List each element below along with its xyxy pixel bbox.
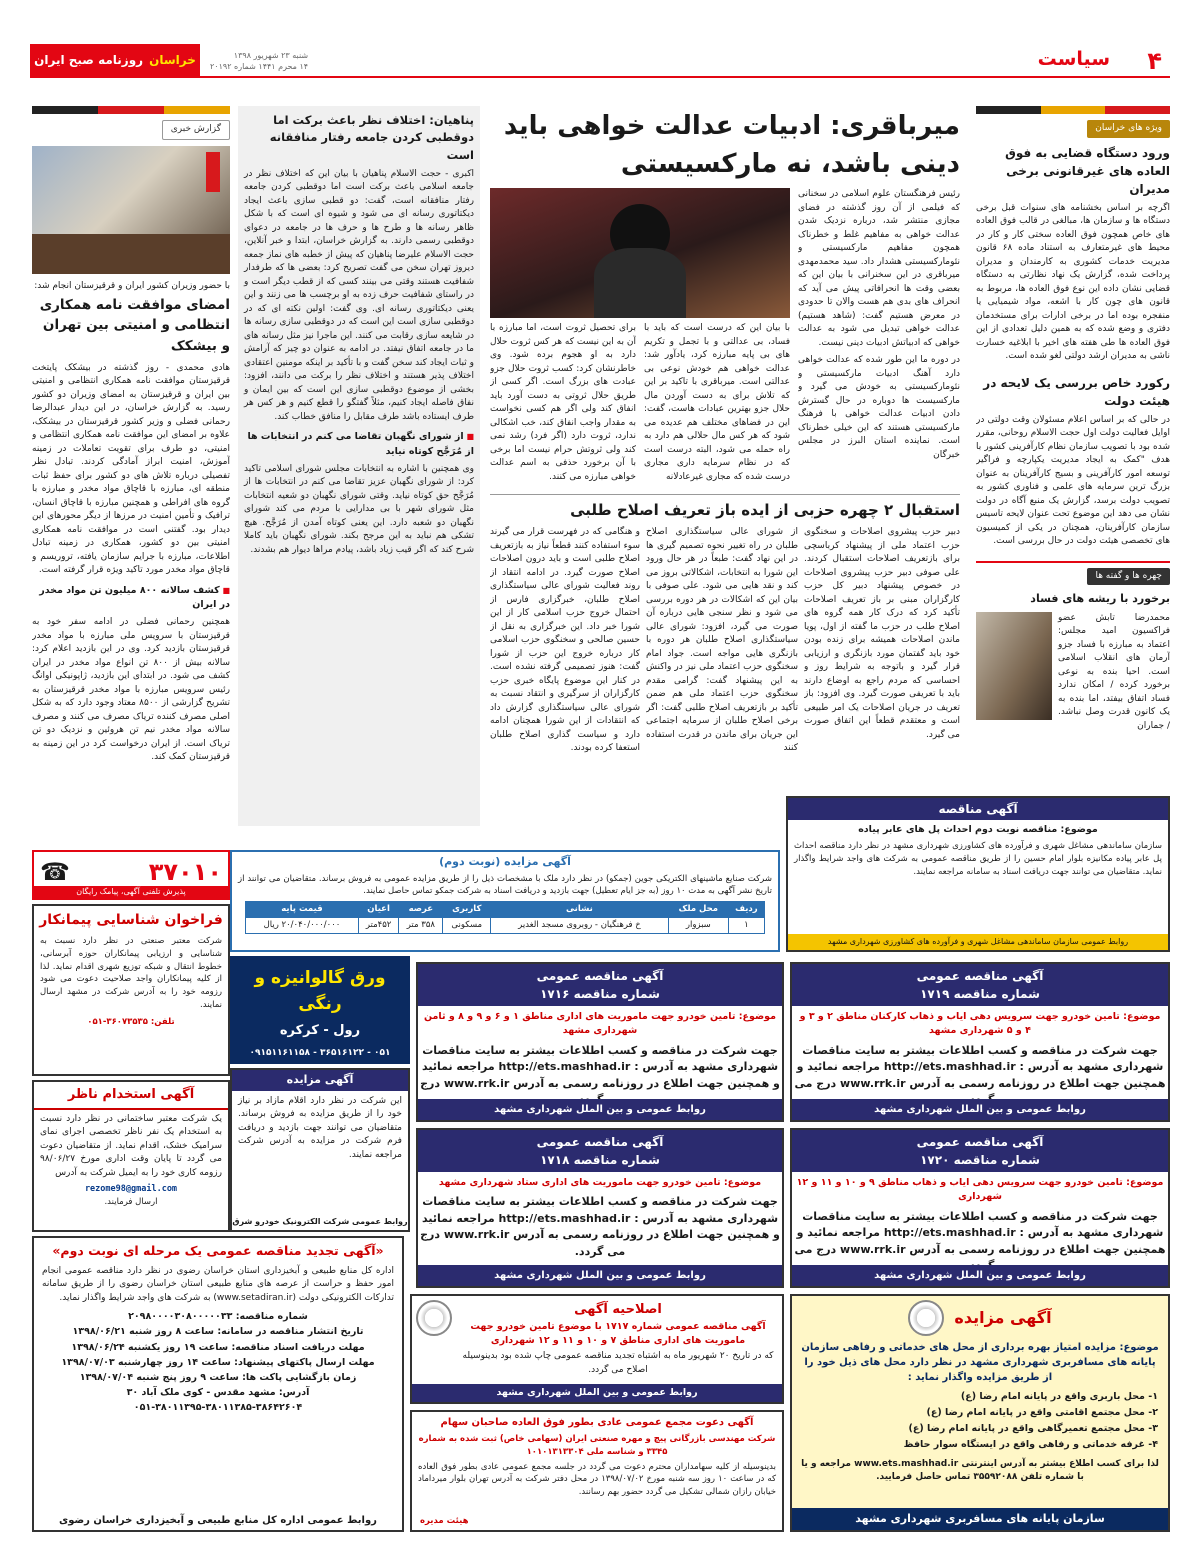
ad-phone: تلفن: ۳۶۰۷۳۵۳۵-۰۵۱ (87, 1016, 175, 1027)
ad-title (792, 964, 1168, 1006)
hiring-ad[interactable] (32, 1080, 230, 1232)
ad-email[interactable]: rezome98@gmail.com (84, 1184, 178, 1194)
ad-number: شماره مناقصه ۱۷۱۹ (920, 987, 1040, 1001)
paragraph: با بیان این که درست است که باید با فساد، بی عدالتی و با تجمل و تکریم های بی پایه مبارزه کرد، یادآور شد: عدالت خواهی هم خودش نوعی بی عدالتی است. میرباقری با تاکید بر این که تلاش برای به دست آوردن مال حلال جزو بهترین عبادات هاست، گفت: این در فضاهای مختلف هم عدیده می شود که هر کس مال حلالی هم دارد به راه حمله می شود، البته درست است که در نظام سرمایه داری مجاری درست شده که مجاری غیرعادلانه (644, 323, 790, 482)
ad-title: «آگهی تجدید مناقصه عمومی یک مرحله ای نوبت دوم» (52, 1243, 384, 1258)
ad-tail: ارسال فرمایند. (104, 1196, 158, 1207)
paragraph: در دوره ما این طور شده که عدالت خواهی دارد آهنگ ادبیات مارکسیستی و نئومارکسیستی به خودش می گیرد و مارکسیست ها دوباره در حال گسترش دادن ادبیات عدالت خواهی با فرهنگ مارکسیستی هستند که این خیلی خطرناک است. نماینده استان البرز در مجلس خبرگان (798, 355, 960, 460)
ad-subject: آگهی مناقصه عمومی شماره ۱۷۱۷ با موضوع تامین خودرو جهت ماموریت های اداری مناطق ۷ و ۱۰ و ۱۱ و ۱۲ شهرداری (470, 1320, 766, 1346)
ad-number: شماره مناقصه ۱۷۱۸ (540, 1153, 660, 1167)
page-header (30, 44, 1170, 78)
reform-col1 (804, 526, 960, 822)
story-headline: استقبال ۲ چهره حزبی از ایده باز تعریف اصلاح طلبی (570, 501, 960, 519)
correction-ad[interactable] (410, 1294, 784, 1404)
ad-title: اصلاحیه آگهی (574, 1302, 662, 1317)
ad-body: جهت شرکت در مناقصه و کسب اطلاعات بیشتر به سایت مناقصات شهرداری مشهد به آدرس : http://ets.mashhad.ir مراجعه نمائید و همچنین جهت اطلاع در روزنامه رسمی به آدرس www.rrk.ir درج می گردد. (420, 1195, 780, 1258)
table-header-cell: کاربری (443, 902, 491, 918)
divider (490, 494, 960, 495)
story-headline: پناهیان: اختلاف نظر باعث برکت اما دوقطبی کردن جامعه رفتار منافقانه است (269, 113, 474, 162)
ad-subject: موضوع: تامین خودرو جهت ماموریت های اداری مناطق ۱ و ۶ و ۹ و ۸ و ثامن شهرداری مشهد (424, 1011, 776, 1037)
list-item: ۱- محل باربری واقع در پایانه امام رضا (ع) (960, 1391, 1158, 1402)
main-lead (798, 188, 960, 488)
tag-row (32, 120, 230, 140)
left-column (32, 106, 230, 826)
ad-subject: موضوع: مزایده امتیاز بهره برداری از محل های خدماتی و رفاهی سازمان پایانه های مسافربری شهرداری مشهد در نظر دارد محل های ذیل خود را از طریق مزایده واگذار نماید : (801, 1342, 1159, 1383)
list-item: ۲- محل مجتمع اقامتی واقع در پایانه امام رضا (ع) (926, 1407, 1158, 1419)
flag-strip (976, 106, 1170, 114)
table-header-cell: قیمت پایه (246, 902, 359, 918)
ad-title: آگهی استخدام ناظر (34, 1082, 228, 1110)
table-cell: مسکونی (443, 917, 491, 933)
list-item: تاریخ انتشار مناقصه در سامانه: ساعت ۸ روز شنبه ۱۳۹۸/۰۶/۲۱ (72, 1326, 364, 1338)
page-number: ۴ (1147, 47, 1162, 75)
date-line: شنبه ۲۳ شهریور ۱۳۹۸ (233, 51, 309, 60)
ad-footer: هیئت مدیره (420, 1516, 469, 1527)
paragraph: هادی محمدی - روز گذشته در بیشکک پایتخت قرقیزستان موافقت نامه همکاری انتظامی و امنیتی بین ایران و قرقیزستان به امضای وزیران دو کشور رسید. به گزارش خراسان، در این دیدار عبدالرضا رحمانی فضلی و وزیر کشور قرقیزستان در بیشکک، علاوه بر امضای این موافقت نامه همکاری انتظامی و امنیتی، دو طرف برای تقویت تعاملات در زمینه آموزش، امنیت ابراز آمادگی کردند. تبادل نظر تفصیلی درباره تلاش های دو کشور برای حفظ ثبات منطقه ای، مبارزه با قاچاق مواد مخدر و مبارزه با گروه های افراطی و همچنین مبارزه با قاچاق انسان، ترافیک و تأمین امنیت در مرزها از دیگر محورهای این دیدار بود. گفتنی است در موافقت نامه همکاری امنیتی بین دو کشور، همکاری در زمینه تبادل اطلاعات، مبارزه با جرایم سازمان یافته، تروریسم و قاچاق مواد مخدر مورد تاکید ویژه قرار گرفته است. (32, 362, 230, 576)
meeting-photo (32, 146, 230, 274)
phone-icon: ☎ (40, 858, 70, 886)
quote-block (976, 612, 1170, 731)
jamko-auction-ad[interactable] (230, 850, 780, 952)
table-header-cell: محل ملک (668, 902, 728, 918)
paragraph: رئیس فرهنگستان علوم اسلامی در سخنانی که فیلمی از آن روز گذشته در فضای مجازی منتشر شد، درباره نزدیک شدن عدالت خواهی به مفاهیم غلط و خطرناک همچون مفاهیم مارکسیستی و نئومارکسیستی هشدار داد. سید محمدمهدی میرباقری در این سخنرانی با بیان این که بعضی وقت ها انحرافاتی پیش می آید که انحراف های بدی هم هست والان تا حدودی در معرض هستیم گفت: (شاهد هستیم) عدالت خواهی تبدیل می شود به عدالت خواهی که ادبیاتش ادبیات دینی نیست. (798, 189, 960, 348)
ad-phone: ۰۵۱ - ۳۶۵۱۶۱۲۲ - ۰۹۱۵۱۱۶۱۱۵۸ (249, 1047, 391, 1058)
paragraph: و هنگامی که در فهرست قرار می گیرند سوء استفاده کنند قطعاً نیاز به بازتعریف اصلاح طلبی است و باید درون اصلاحات اصلاح صورت گیرد. در ادامه انتقاد از روند فعالیت شورای عالی سیاستگذاری اصلاح طلبان، خبرگزاری فارس از احتمال خروج حزب اسلامی کار از این شورا خبر داد. این خبرگزاری به نقل از حسین صالحی و سخنگوی حزب اسلامی کار درباره خروج این حزب از شورا گفت: هنوز تصمیمی گرفته نشده است. در کنار این موضوع پایگاه خبری حزب کارگزاران از سرگیری و انتقاد نسبت به شورای عالی سیاستگذاری گزارش داد که انتقادات از این شورا همچنان ادامه دارد و سیاست گذاری اصلاح طلبان استعفا کرده بودند. (490, 527, 640, 753)
tag-row (976, 561, 1170, 586)
table-shape (32, 234, 230, 274)
table-header-cell: عرصه (399, 902, 443, 918)
main-photo (490, 188, 790, 318)
terminal-auction-ad[interactable] (790, 1294, 1170, 1532)
ad-title-text: آگهی مناقصه عمومی (916, 969, 1044, 983)
ad-body: یک شرکت معتبر ساختمانی در نظر دارد نسبت به استخدام یک نفر ناظر تخصصی اجرای نمای سرامیک خشک، اقدام نماید. از متقاضیان دعوت می گردد تا پایان وقت اداری مورخ ۹۸/۰۶/۲۷ رزومه کاری خود را به ایمیل شرکت به آدرس (40, 1113, 222, 1178)
ad-footer: روابط عمومی و بین الملل شهرداری مشهد (792, 1265, 1168, 1286)
list-item: زمان بازگشایی پاکت ها: ساعت ۹ روز پنج شنبه ۱۳۹۸/۰۷/۰۴ (79, 1372, 357, 1383)
tender-1718-ad[interactable] (416, 1128, 784, 1288)
table-header-cell: اعیان (358, 902, 398, 918)
reform-col2 (646, 526, 798, 822)
ad-subline: پذیرش تلفنی آگهی، پیامک رایگان (34, 886, 228, 898)
ad-subline: رول - کرکره (279, 1023, 361, 1038)
ad-body: این شرکت در نظر دارد اقلام مازاد بر نیاز خود را از طریق مزایده به فروش برساند. متقاضیان می توانند جهت بازدید و دریافت فرم شرکت در مزایده به آدرس شرکت مراجعه نمایند. (238, 1095, 402, 1160)
reform-col3 (490, 526, 640, 822)
tender-1720-ad[interactable] (790, 1128, 1170, 1288)
subheading: ■ از شورای نگهبان تقاضا می کنم در انتخابات ها از مُرَجَّح کوتاه نیاید (244, 430, 474, 459)
renewed-tender-ad[interactable] (32, 1236, 404, 1532)
subheading: ■ کشف سالانه ۸۰۰ میلیون تن مواد مخدر در ایران (32, 584, 230, 613)
section-tag: ویژه های خراسان (1087, 120, 1170, 138)
figure-shape (594, 248, 686, 318)
flag-shape (206, 152, 220, 192)
tag-row (976, 120, 1170, 138)
brand-logo: خراسان (149, 53, 196, 68)
portrait-photo (976, 612, 1052, 720)
ad-title: آگهی مزایده (954, 1308, 1052, 1327)
table-cell: سبزوار (668, 917, 728, 933)
right-column (976, 106, 1170, 830)
table-cell: ۳۵۸ متر (399, 917, 443, 933)
ad-body: که در تاریخ ۲۰ شهریور ماه به اشتباه تجدید مناقصه عمومی چاپ شده بود بدینوسیله اصلاح می گردد. (462, 1351, 774, 1375)
ad-info: لذا برای کسب اطلاع بیشتر به آدرس اینترنتی www.ets.mashhad.ir مراجعه و یا با شماره تلفن ۳۵۵۹۲۰۸۸ تماس حاصل فرمایید. (801, 1458, 1159, 1483)
phone-ad[interactable] (32, 850, 230, 900)
table-header-cell: نشانی (491, 902, 669, 918)
main-col2 (644, 322, 790, 488)
ad-body: جهت شرکت در مناقصه و کسب اطلاعات بیشتر به سایت مناقصات شهرداری مشهد به آدرس : http://ets.mashhad.ir مراجعه نمائید و همچنین جهت اطلاع در روزنامه رسمی به آدرس www.rrk.ir درج (420, 1043, 780, 1090)
shareholders-meeting-ad[interactable] (410, 1410, 784, 1532)
ad-title (418, 1130, 782, 1172)
ad-title: آگهی مزایده (232, 1070, 408, 1091)
ad-title (792, 1130, 1168, 1172)
ad-number: شماره مناقصه ۱۷۱۶ (540, 987, 660, 1001)
section-title: سیاست (1037, 48, 1110, 70)
ad-footer: روابط عمومی شرکت الکترونیک خودرو شرق (232, 1217, 408, 1226)
paragraph: اگرچه بر اساس بخشنامه های سنوات قبل برخی دستگاه ها و سازمان ها، مبالغی در قالب فوق العاده های خاص همچون فوق العاده سختی کار و کار در محیط های غیرمتعارف به استناد ماده ۶۸ قانون مدیریت خدمات کشوری به کارمندان و مدیران پرداخت شده، گزارش یک نهاد نظارتی به دستگاه قضایی نشان داده این نوع فوق العاده ها، مربوط به قانون های چون کار با اشعه، مواد شیمیایی یا منفجره بوده اما در برخی ادارات برای مستخدمان دفتری و وضع شده که به همین دلیل تعدادی از این فوق العاده ها طی هفته های اخیر با ابلاغیه خسارت ناشی به مدیران ارشد دولتی لغو شده است. (976, 202, 1170, 361)
ad-subject: شرکت مهندسی بازرگانی پیچ و مهره صنعتی ایران (سهامی خاص) ثبت شده به شماره ۳۳۴۵ و شناسه ملی ۱۰۱۰۱۳۱۳۳۰۴ (418, 1434, 776, 1457)
date-line: ۱۴ محرم ۱۴۴۱ شماره ۲۰۱۹۲ (210, 62, 309, 72)
ad-body: سازمان ساماندهی مشاغل شهری و فرآورده های کشاورزی شهرداری مشهد در نظر دارد مناقصه احداث پل عابر پیاده مکانیزه بلوار امام حسین را از طریق مناقصه عمومی به شرکت های واجد شرایط واگذار نماید. متقاضیان می توانند جهت دریافت اسناد به سامانه مراجعه نمایند. (794, 841, 1162, 877)
paragraph: همچنین رحمانی فضلی در ادامه سفر خود به قرقیزستان با سرویس ملی مبارزه با مواد مخدر قرقیزستان بازدید کرد. وی در این بازدید اعلام کرد: سالانه بیش از ۸۰۰ تن انواع مواد مخدر در ایران کشف می شود. در ابتدای این بازدید، ژاپونیکی اوانگ رئیس سرویس مبارزه با مواد مخدر قرقیزستان به تشریح گزارشی از ۸۵۰۰ معتاد وجود دارد که به شکل اصلی مصرف کننده تریاک مصرف می کنند و مصرف سالانه مواد مخدر نیم تن هروئین و نزدیک دو تن تریاک است. از ایران درخواست کرد در این زمینه به قرقیزستان کمک کند. (32, 617, 230, 763)
table-cell: ۲۰/۰۴۰/۰۰۰/۰۰۰ ریال (246, 917, 359, 933)
paragraph: محمدرضا تابش عضو فراکسیون امید مجلس: اعتماد به مبارزه با فساد جزو آرمان های انقلاب اسلامی است. احیا بنده به نوعی برخورد کرده / امکان ندارد فساد اتفاق بیفتد، اما بنده به یک کانون قدرت وصل نباشد. / جماران (1058, 612, 1170, 731)
list-item: ۳- محل مجتمع تعمیرگاهی واقع در پایانه امام رضا (ع) (908, 1423, 1158, 1435)
paragraph: از شورای عالی سیاستگذاری اصلاح طلبان در راه تغییر نحوه تصمیم گیری ها در این نهاد گفت: طبعاً در هر حال ورود این شورا به انتخابات، اشکالاتی بروز می کند و نقد هایی می شود. علی صوفی با بیان این که اشکالات در هر دوره بررسی می شود و نظر سنجی هایی درباره آن صورت می گیرد، افزود: شورای عالی سیاستگذاری اصلاح طلبان هر دوره با بازنگری هایی مواجه است. جواد امام سخنگوی حزب اعتماد ملی نیز در واکنش به این پیشنهاد گفت: گرامی مقدم سخنگوی حزب اعتماد ملی هم ضمن تأکید بر بازتعریف اصلاح طلبی گفت: اگر برخی اصلاح طلبان از سرمایه اجتماعی این جریان برای ماندن در قدرت استفاده کنند (646, 527, 798, 753)
ad-body: جهت شرکت در مناقصه و کسب اطلاعات بیشتر به سایت مناقصات شهرداری مشهد به آدرس : http://ets.mashhad.ir مراجعه نمائید و همچنین جهت اطلاع در روزنامه رسمی به آدرس www.rrk.ir درج می (794, 1209, 1166, 1256)
ad-footer: روابط عمومی سازمان ساماندهی مشاغل شهری و فرآورده های کشاورزی شهرداری مشهد (788, 934, 1168, 950)
ad-body: جهت شرکت در مناقصه و کسب اطلاعات بیشتر به سایت مناقصات شهرداری مشهد به آدرس : http://ets.mashhad.ir مراجعه نمائید و همچنین جهت اطلاع در روزنامه رسمی به آدرس www.rrk.ir درج می (794, 1043, 1166, 1090)
brand-text: روزنامه صبح ایران (34, 53, 144, 68)
list-item: شماره مناقصه: ۲۰۹۸۰۰۰۰۳۰۸۰۰۰۰۰۳۳ (128, 1311, 308, 1323)
ad-footer: روابط عمومی اداره کل منابع طبیعی و آبخیزداری خراسان رضوی (59, 1515, 377, 1526)
tender-dates-list (34, 1305, 402, 1419)
caption: با حضور وزیران کشور ایران و قرقیزستان انجام شد: (34, 280, 230, 291)
ad-body: شرکت معتبر صنعتی در نظر دارد نسبت به شناسایی و ارزیابی پیمانکاران حوزه آبرسانی، خطوط انتقال و شبکه توزیع شهری اقدام نماید. لذا از کلیه پیمانکاران واجد صلاحیت دعوت می شود رزومه خود را به آدرس شرکت در مشهد ارسال نمایند. (40, 936, 222, 1010)
flag-strip (32, 106, 230, 114)
main-headline: میرباقری: ادبیات عدالت خواهی باید دینی باشد، نه مارکسیستی (503, 111, 960, 179)
ad-footer: روابط عمومی و بین الملل شهرداری مشهد (412, 1384, 782, 1402)
ad-body: اداره کل منابع طبیعی و آبخیزداری استان خراسان رضوی در نظر دارد مناقصه عمومی انجام امور حفظ و حراست از عرصه های منابع طبیعی استان خراسان رضوی را از طریق سامانه تدارکات الکترونیکی دولت (www.setadiran.ir) به شرکت های واجد شرایط واگذار نماید. (42, 1265, 394, 1303)
ad-subject: موضوع: مناقصه نوبت دوم احداث پل های عابر پیاده (858, 824, 1098, 835)
ad-body: بدینوسیله از کلیه سهامداران محترم دعوت می گردد در جلسه مجمع عمومی عادی بطور فوق العاده که در ساعت ۱۰ روز سه شنبه مورخ ۱۳۹۸/۰۷/۰۲ در محل دفتر شرکت به آدرس تهران بلوار میرداماد خیابان رازان شمالی تشکیل می گردد حضور بهم رسانند. (418, 1461, 776, 1497)
ad-footer: سازمان پایانه های مسافربری شهرداری مشهد (792, 1508, 1168, 1531)
list-item: آدرس: مشهد مقدس - کوی ملک آباد ۳۰ (126, 1387, 310, 1399)
story-headline: امضای موافقت نامه همکاری انتظامی و امنیتی بین تهران و بیشکک (39, 297, 230, 354)
galvanized-sheet-ad[interactable] (230, 956, 410, 1064)
paragraph: در حالی که بر اساس اعلام مسئولان وقت دولتی در اوایل فعالیت دولت اول حجت الاسلام روحانی، مقرر شده بود با تصویب سازمان نظام کارآفرینی کشور با هدف "کمک به ایجاد مدیریت یکپارچه و فراگیر توسعه امور کارآفرینی و بسیج کارآفرینان به عنوان بزرگ ترین سرمایه های علمی و فناوری کشور به تصویب دولت برسد، گزارش یک منبع آگاه در دولت نشان می دهد این موضوع تحت عنوان لایحه تاسیس سازمان کارآفرینان، همچنان در یکی از کمیسیون های تخصصی هیئت دولت در حال بررسی است. (976, 414, 1170, 546)
list-item: مهلت ارسال پاکتهای پیشنهاد: ساعت ۱۴ روز چهارشنبه ۱۳۹۸/۰۷/۰۳ (61, 1356, 375, 1368)
table-cell: ۱ (728, 917, 764, 933)
headline: رکورد خاص بررسی یک لایحه در هیئت دولت (983, 375, 1170, 408)
municipality-logo-icon (416, 1300, 452, 1336)
ad-footer: روابط عمومی و بین الملل شهرداری مشهد (792, 1099, 1168, 1120)
list-item: مهلت دریافت اسناد مناقصه: ساعت ۱۹ روز یکشنبه ۱۳۹۸/۰۶/۲۴ (71, 1341, 365, 1353)
table-cell: ۴۵۲متر (358, 917, 398, 933)
ad-title-text: آگهی مناقصه عمومی (536, 969, 664, 983)
eks-auction-ad[interactable] (230, 1068, 410, 1232)
table-row (246, 917, 765, 933)
ad-footer: روابط عمومی و بین الملل شهرداری مشهد (418, 1099, 782, 1120)
list-item: ۴- غرفه خدماتی و رفاهی واقع در ایستگاه سوار حافظ (903, 1439, 1158, 1451)
paragraph: وی همچنین با اشاره به انتخابات مجلس شورای اسلامی تاکید کرد: از شورای نگهبان عزیز تقاضا می کنم در انتخابات ها از مُرَجَّح حق کوتاه نیاید. وقتی شورای نگهبان دو شعیه انتخابات مثل شورای شهر با بی مدارایی با مردم می کند شورای نگهبان دو شعبه دارد. این یعنی کوتاه آمدن از مُرَجَّح. هیچ تشکی هم نباید به این مرجح بکند. شورای نگهبان باید کاملا شرح کند که اگر قیب زیاد باشد، پیادم مراها دیوار هم بشدند. (244, 463, 474, 555)
ad-title (418, 964, 782, 1006)
editorial-box (238, 106, 480, 826)
main-col3 (490, 322, 636, 488)
ad-title: فراخوان شناسایی پیمانکار (39, 912, 223, 928)
paragraph: اکبری - حجت الاسلام پناهیان با بیان این که اختلاف نظر در جامعه اسلامی باعث برکت است اما دوقطبی کردن جامعه رفتار منافقانه است، گفت: دو قطبی سازی باعث ایجاد دیکتاتوری رسانه ای می شود و شیوه ای است که با شکل ظاهر رسانه ها و طرح ها و حرف ها در جامعه در دعوای دوقطبی رسمی دارند. به گزارش خراسان، ابتدا و خبر آنلاین، حجت الاسلام علیرضا پناهیان که پیش از خطبه های نماز جمعه دیروز تهران سخن می گفت تصریح کرد: بعضی ها که طرفدار شفافیت هستند وقتی می بینند کسی که از قطب دیگر است و در راستای شفافیت حرف زده به او برچسب ها می زنند و این یعنی دیکتاتوری رسانه ای. وی گفت: اولین نکته ای که در دوقطبی سازی است این است که در دوقطبی سازی رسانه ها در شایعه سازی رقابت می کنند. این ماجرا نیز مثل رسانه های ما در جامعه اتفاق نیفتد. در ادامه به عنوان دو چیز که آرامش و ثبات ایجاد کند سخن گفت و با تأکید بر اینکه مومنین اعتقادی اختلاف پذیر هستند و اختلاف نظر را برکت می دانند، افزود: بخشی از موضوع دوقطبی سازی این است که بین ایمان و نفاق فاصله ایجاد کنیم، مثلاً گفتگو را قطع کنیم و هر کس هر طرف ایستاده باشد طرف مقابل را منافق خطاب کند. (244, 168, 474, 422)
brand-bar[interactable] (30, 44, 200, 78)
list-item: ۰۵۱-۳۸۰۱۱۳۹۵-۳۸۰۱۱۳۸۵-۳۸۶۴۲۶۰۴ (133, 1402, 303, 1414)
ad-title: آگهی دعوت مجمع عمومی عادی بطور فوق العاده صاحبان سهام (440, 1417, 754, 1428)
table-header-row (246, 902, 765, 918)
issue-date (210, 50, 308, 72)
ad-subject: موضوع: تامین خودرو جهت سرویس دهی ایاب و ذهاب کارکنان مناطق ۲ و ۳ و ۴ و ۵ شهرداری مشهد (799, 1011, 1161, 1037)
ad-title-text: آگهی مناقصه عمومی (916, 1135, 1044, 1149)
ad-footer: روابط عمومی و بین الملل شهرداری مشهد (418, 1265, 782, 1286)
ad-title: آگهی مزایده (نوبت دوم) (439, 855, 571, 868)
paragraph: برای تحصیل ثروت است، اما مبارزه با آن به این نیست که هر کس ثروت حلال دارد به او هجوم برده شود. وی خاطرنشان کرد: کسب ثروت حلال جزو عبادت های بزرگ است. اگر کسی از طریق حلال ثروتی به دست آورد باید انفاق کند ولی اگر هم کسی نخواست به مقدار واجب انفاق کند، خب اشکالی ندارد، ثروت دارد (اگر فرد) رشد نمی کند ولی ثروتش حرام نیست اما برخی با آن برخورد حذفی به اسم عدالت خواهی مبارزه می کنند. (490, 323, 636, 482)
headline: برخورد با ریشه های فساد (1030, 592, 1170, 605)
table-cell: خ فرهنگیان - روبروی مسجد الغدیر (491, 917, 669, 933)
ad-title: ورق گالوانیزه و رنگی (254, 968, 386, 1014)
tender-top-ad[interactable] (786, 796, 1170, 952)
table-header-cell: ردیف (728, 902, 764, 918)
ad-title: آگهی مناقصه (788, 798, 1168, 820)
tender-1719-ad[interactable] (790, 962, 1170, 1122)
section-tag: چهره ها و گفته ها (1087, 568, 1170, 586)
ad-subject: موضوع: تامین خودرو جهت سرویس دهی ایاب و ذهاب مناطق ۹ و ۱۰ و ۱۱ و ۱۲ شهرداری (796, 1177, 1164, 1203)
headline: ورود دستگاه قضایی به فوق العاده های غیرقانونی برخی مدیران (1005, 145, 1170, 196)
ad-subject: موضوع: تامین خودرو جهت ماموریت های اداری ستاد شهرداری مشهد (438, 1177, 762, 1188)
ad-title-text: آگهی مناقصه عمومی (536, 1135, 664, 1149)
municipality-logo-icon (908, 1300, 944, 1336)
contractor-call-ad[interactable] (32, 904, 230, 1076)
ad-number: شماره مناقصه ۱۷۲۰ (920, 1153, 1040, 1167)
auction-items-list (792, 1385, 1168, 1458)
ad-body: شرکت صنایع ماشینهای الکتریکی جوین (جمکو) در نظر دارد ملک با مشخصات ذیل را از طریق مزایده عمومی به فروش برساند. متقاضیان می توانند از تاریخ نشر آگهی به مدت ۱۰ روز (به جز ایام تعطیل) جهت بازدید و دریافت اسناد به شرکت جمکو تماس حاصل نمایند. (238, 873, 772, 897)
property-table (245, 901, 765, 934)
section-tag: گزارش خبری (162, 120, 230, 140)
ad-phone-number: ۳۷۰۱۰ (148, 858, 222, 886)
tender-1716-ad[interactable] (416, 962, 784, 1122)
paragraph: دبیر حزب پیشروی اصلاحات و سخنگوی حزب اعتماد ملی از پیشنهاد کرباسچی برای بازتعریف اصلاحات استقبال کردند. علی صوفی دبیر حزب پیشروی اصلاحات در خصوص پیشنهاد دبیر کل حزب کارگزاران مبنی بر باز تعریف اصلاحات تأکید کرد که درک کار همه گروه های اصلاح طلب در حزب ما گفته از اول، پویا ماندن اصلاحات همیشه برای زنده بودن خود باید گفتمان مورد بازنگری و ارزیابی قرار گیرد و باتوجه به شرایط روز و احساسی که مردم راجع به اوضاع دارند باید با تعریفی صورت گیرد. وی افزود: باز تعریف در جریان اصلاحات یک امر طبیعی است و معتقدم قطعاً این اتفاق صورت می گیرد. (804, 527, 960, 740)
